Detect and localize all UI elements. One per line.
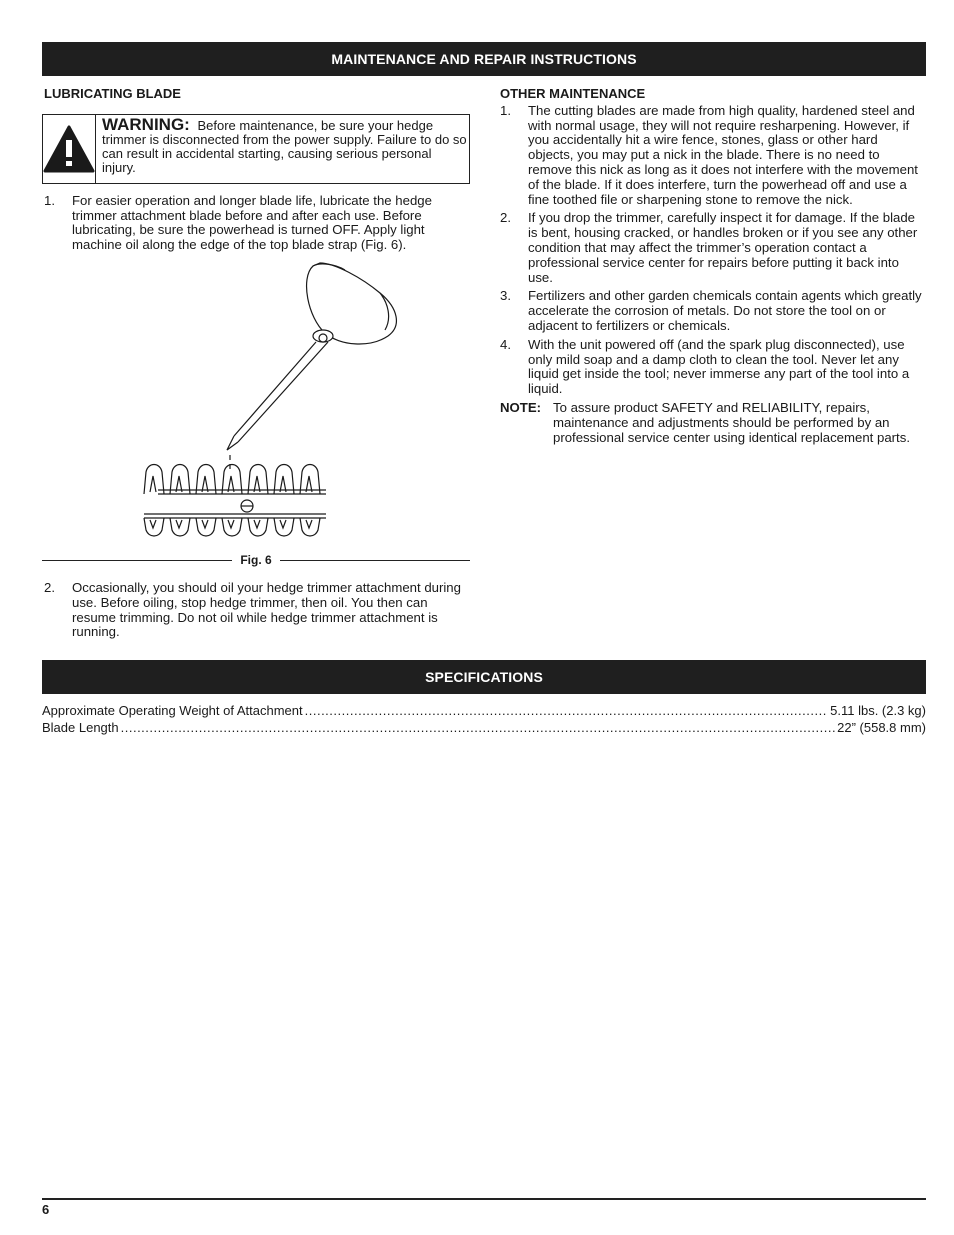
step-text: If you drop the trimmer, carefully inspect it for damage. If the blade is bent, housing cracked, or handles broken or if you see any other condition that may affect the trimmer’s operation contact a professional service center for repairs before putting it back into use.	[528, 210, 918, 285]
spec-row	[42, 720, 926, 736]
caption-rule-right	[280, 560, 470, 561]
spec-value: 5.11 lbs. (2.3 kg)	[830, 703, 926, 718]
oil-can-hedge-blade-illustration	[130, 258, 410, 548]
maintenance-header-title: MAINTENANCE AND REPAIR INSTRUCTIONS	[331, 51, 637, 67]
warning-box	[42, 114, 470, 184]
step-text: Occasionally, you should oil your hedge trimmer attachment during use. Before oiling, stop hedge trimmer, then oil. You then can resume trimming. Do not oil while hedge trimmer attachment is running.	[72, 580, 461, 640]
note	[500, 401, 926, 445]
step-number: 1.	[500, 102, 511, 118]
footer-rule	[42, 1198, 926, 1200]
lubricating-steps	[44, 194, 470, 253]
lubricating-steps-continued	[44, 581, 470, 640]
spec-label: Approximate Operating Weight of Attachment	[42, 703, 303, 718]
note-text: To assure product SAFETY and RELIABILITY, repairs, maintenance and adjustments should be performed by an professional service center using identical replacement parts.	[553, 399, 910, 445]
figure-label: Fig. 6	[240, 553, 272, 567]
list-item	[500, 211, 926, 285]
other-maintenance-section	[500, 87, 926, 445]
list-item	[500, 289, 926, 333]
step-text: Fertilizers and other garden chemicals contain agents which greatly accelerate the corrosion of metals. Do not store the tool on or adjacent to fertilizers or chemicals.	[528, 288, 922, 333]
step-number: 4.	[500, 336, 511, 352]
figure-caption	[42, 552, 470, 568]
warning-text: Before maintenance, be sure your hedge trimmer is disconnected from the power supply. Failure to do so can result in accidental starting, causing serious personal injury.	[102, 117, 467, 175]
list-item	[44, 581, 470, 640]
lubricating-step-2	[44, 581, 470, 644]
maintenance-header	[42, 42, 926, 76]
lubricating-section	[42, 87, 470, 257]
note-label: NOTE:	[500, 399, 542, 415]
step-text: For easier operation and longer blade life, lubricate the hedge trimmer attachment blade before and after each use. Before lubricating, be sure the powerhead is turned OFF. Apply light machine oil along the edge of the top blade strap (Fig. 6).	[72, 192, 432, 253]
list-item	[500, 338, 926, 397]
list-item	[500, 104, 926, 208]
warning-triangle-icon	[43, 115, 96, 183]
other-maintenance-steps	[500, 104, 926, 397]
warning-message	[96, 115, 469, 183]
caption-rule-left	[42, 560, 232, 561]
specifications-header-title: SPECIFICATIONS	[425, 669, 543, 685]
other-maintenance-heading: OTHER MAINTENANCE	[500, 86, 646, 101]
specifications-header	[42, 660, 926, 694]
spec-row	[42, 703, 926, 719]
page-number: 6	[42, 1202, 50, 1217]
lubricating-heading: LUBRICATING BLADE	[44, 86, 181, 101]
dot-leader	[121, 720, 836, 736]
warning-label: WARNING:	[102, 114, 190, 134]
step-number: 3.	[500, 288, 511, 304]
step-text: With the unit powered off (and the spark plug disconnected), use only mild soap and a damp cloth to clean the tool. Never let any liquid get inside the tool; never immerse any part of the tool into a liquid.	[528, 336, 910, 397]
spec-value: 22” (558.8 mm)	[837, 720, 926, 735]
step-number: 1.	[44, 192, 55, 208]
spec-label: Blade Length	[42, 720, 119, 735]
step-number: 2.	[500, 210, 511, 226]
dot-leader	[305, 703, 829, 719]
step-text: The cutting blades are made from high quality, hardened steel and with normal usage, they will not require resharpening. However, if you accidentally hit a wire fence, stones, glass or other hard objects, you may put a nick in the blade. There is no need to remove this nick as long as it does not interfere with the movement of the blade. If it does interfere, turn the powerhead off and use a fine toothed file or sharpening stone to remove the nick.	[528, 102, 918, 207]
list-item	[44, 194, 470, 253]
step-number: 2.	[44, 580, 55, 595]
